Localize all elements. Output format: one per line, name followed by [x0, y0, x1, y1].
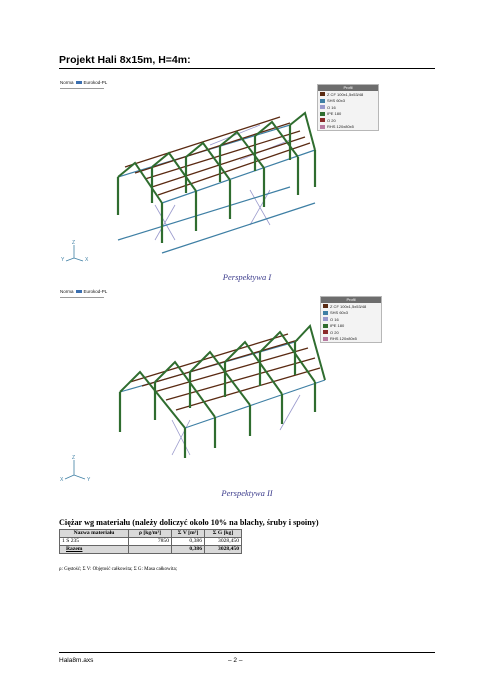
legend-label: RHS 120x80x5 — [327, 124, 354, 130]
table-cell: 7850 — [129, 538, 172, 546]
axis-x-label: X — [85, 257, 89, 263]
norm-label: Norma — [60, 80, 74, 85]
norm-flag-icon — [76, 290, 82, 293]
table-cell: 0,386 — [172, 546, 205, 554]
table-cell: Razem — [60, 546, 129, 554]
norm-flag-icon — [76, 81, 82, 84]
table-total-row — [60, 546, 242, 554]
legend-header: Profil — [321, 297, 381, 303]
table-cell: 3028,450 — [205, 538, 242, 546]
table-cell: 1 S 235 — [60, 538, 129, 546]
footer-page-number: – 2 – — [228, 657, 243, 664]
axis-y-label: Y — [87, 477, 91, 483]
footer-filename: Hala8m.axs — [59, 657, 94, 664]
caption-perspective-2: Perspektywa II — [221, 488, 273, 498]
table-footnote: ρ: Gęstość; Σ V: Objętość całkowita; Σ G: Masa całkowita; — [59, 567, 178, 572]
structure-perspective-2 — [110, 320, 335, 460]
section-title: Ciężar wg materiału (należy doliczyć około 10% na blachy, śruby i spoiny) — [59, 518, 319, 527]
legend-label: O 16 — [327, 104, 336, 110]
legend-label: O 20 — [327, 117, 336, 123]
axis-triad-1 — [59, 240, 99, 266]
legend-label: Z CF 100x1,5x53/48 — [327, 91, 364, 97]
legend-swatch — [320, 99, 325, 103]
table-cell — [129, 546, 172, 554]
norm-underline — [60, 297, 104, 298]
axis-z-label: Z — [72, 455, 76, 461]
table-cell: 0,386 — [172, 538, 205, 546]
axis-x-label: X — [60, 477, 64, 483]
table-cell: 3028,450 — [205, 546, 242, 554]
axis-triad-2 — [59, 455, 99, 487]
table-row — [60, 538, 242, 546]
legend-swatch — [320, 92, 325, 96]
page-title: Projekt Hali 8x15m, H=4m: — [59, 54, 191, 66]
column-header: Nazwa materiału — [60, 530, 129, 538]
caption-perspective-1: Perspektywa I — [222, 272, 272, 282]
legend-label: O 16 — [330, 316, 339, 322]
title-divider — [59, 68, 435, 69]
norm-label: Norma — [60, 289, 74, 294]
legend-swatch — [323, 304, 328, 308]
legend-label: IPE 180 — [327, 111, 342, 117]
footer-divider — [59, 652, 435, 653]
legend-label: O 20 — [330, 329, 339, 335]
legend-label: SHS 60x3 — [330, 310, 349, 316]
legend-label: IPE 180 — [330, 323, 345, 329]
column-header: ρ [kg/m³] — [129, 530, 172, 538]
norm-value: Eurokod-PL — [83, 80, 108, 85]
legend-header: Profil — [318, 85, 378, 91]
norm-underline — [60, 88, 104, 89]
axis-z-label: Z — [72, 240, 76, 246]
structure-perspective-1 — [100, 105, 330, 255]
column-header: Σ G [kg] — [205, 530, 242, 538]
legend-label: Z CF 100x1,5x53/48 — [330, 303, 367, 309]
axis-y-label: Y — [61, 257, 65, 263]
legend-swatch — [323, 311, 328, 315]
norm-value: Eurokod-PL — [83, 289, 108, 294]
legend-label: RHS 120x80x5 — [330, 336, 357, 342]
legend-label: SHS 60x3 — [327, 98, 346, 104]
material-weight-table — [59, 529, 242, 554]
norm-indicator — [60, 80, 107, 85]
table-header-row — [60, 530, 242, 538]
column-header: Σ V [m³] — [172, 530, 205, 538]
norm-indicator — [60, 289, 107, 294]
